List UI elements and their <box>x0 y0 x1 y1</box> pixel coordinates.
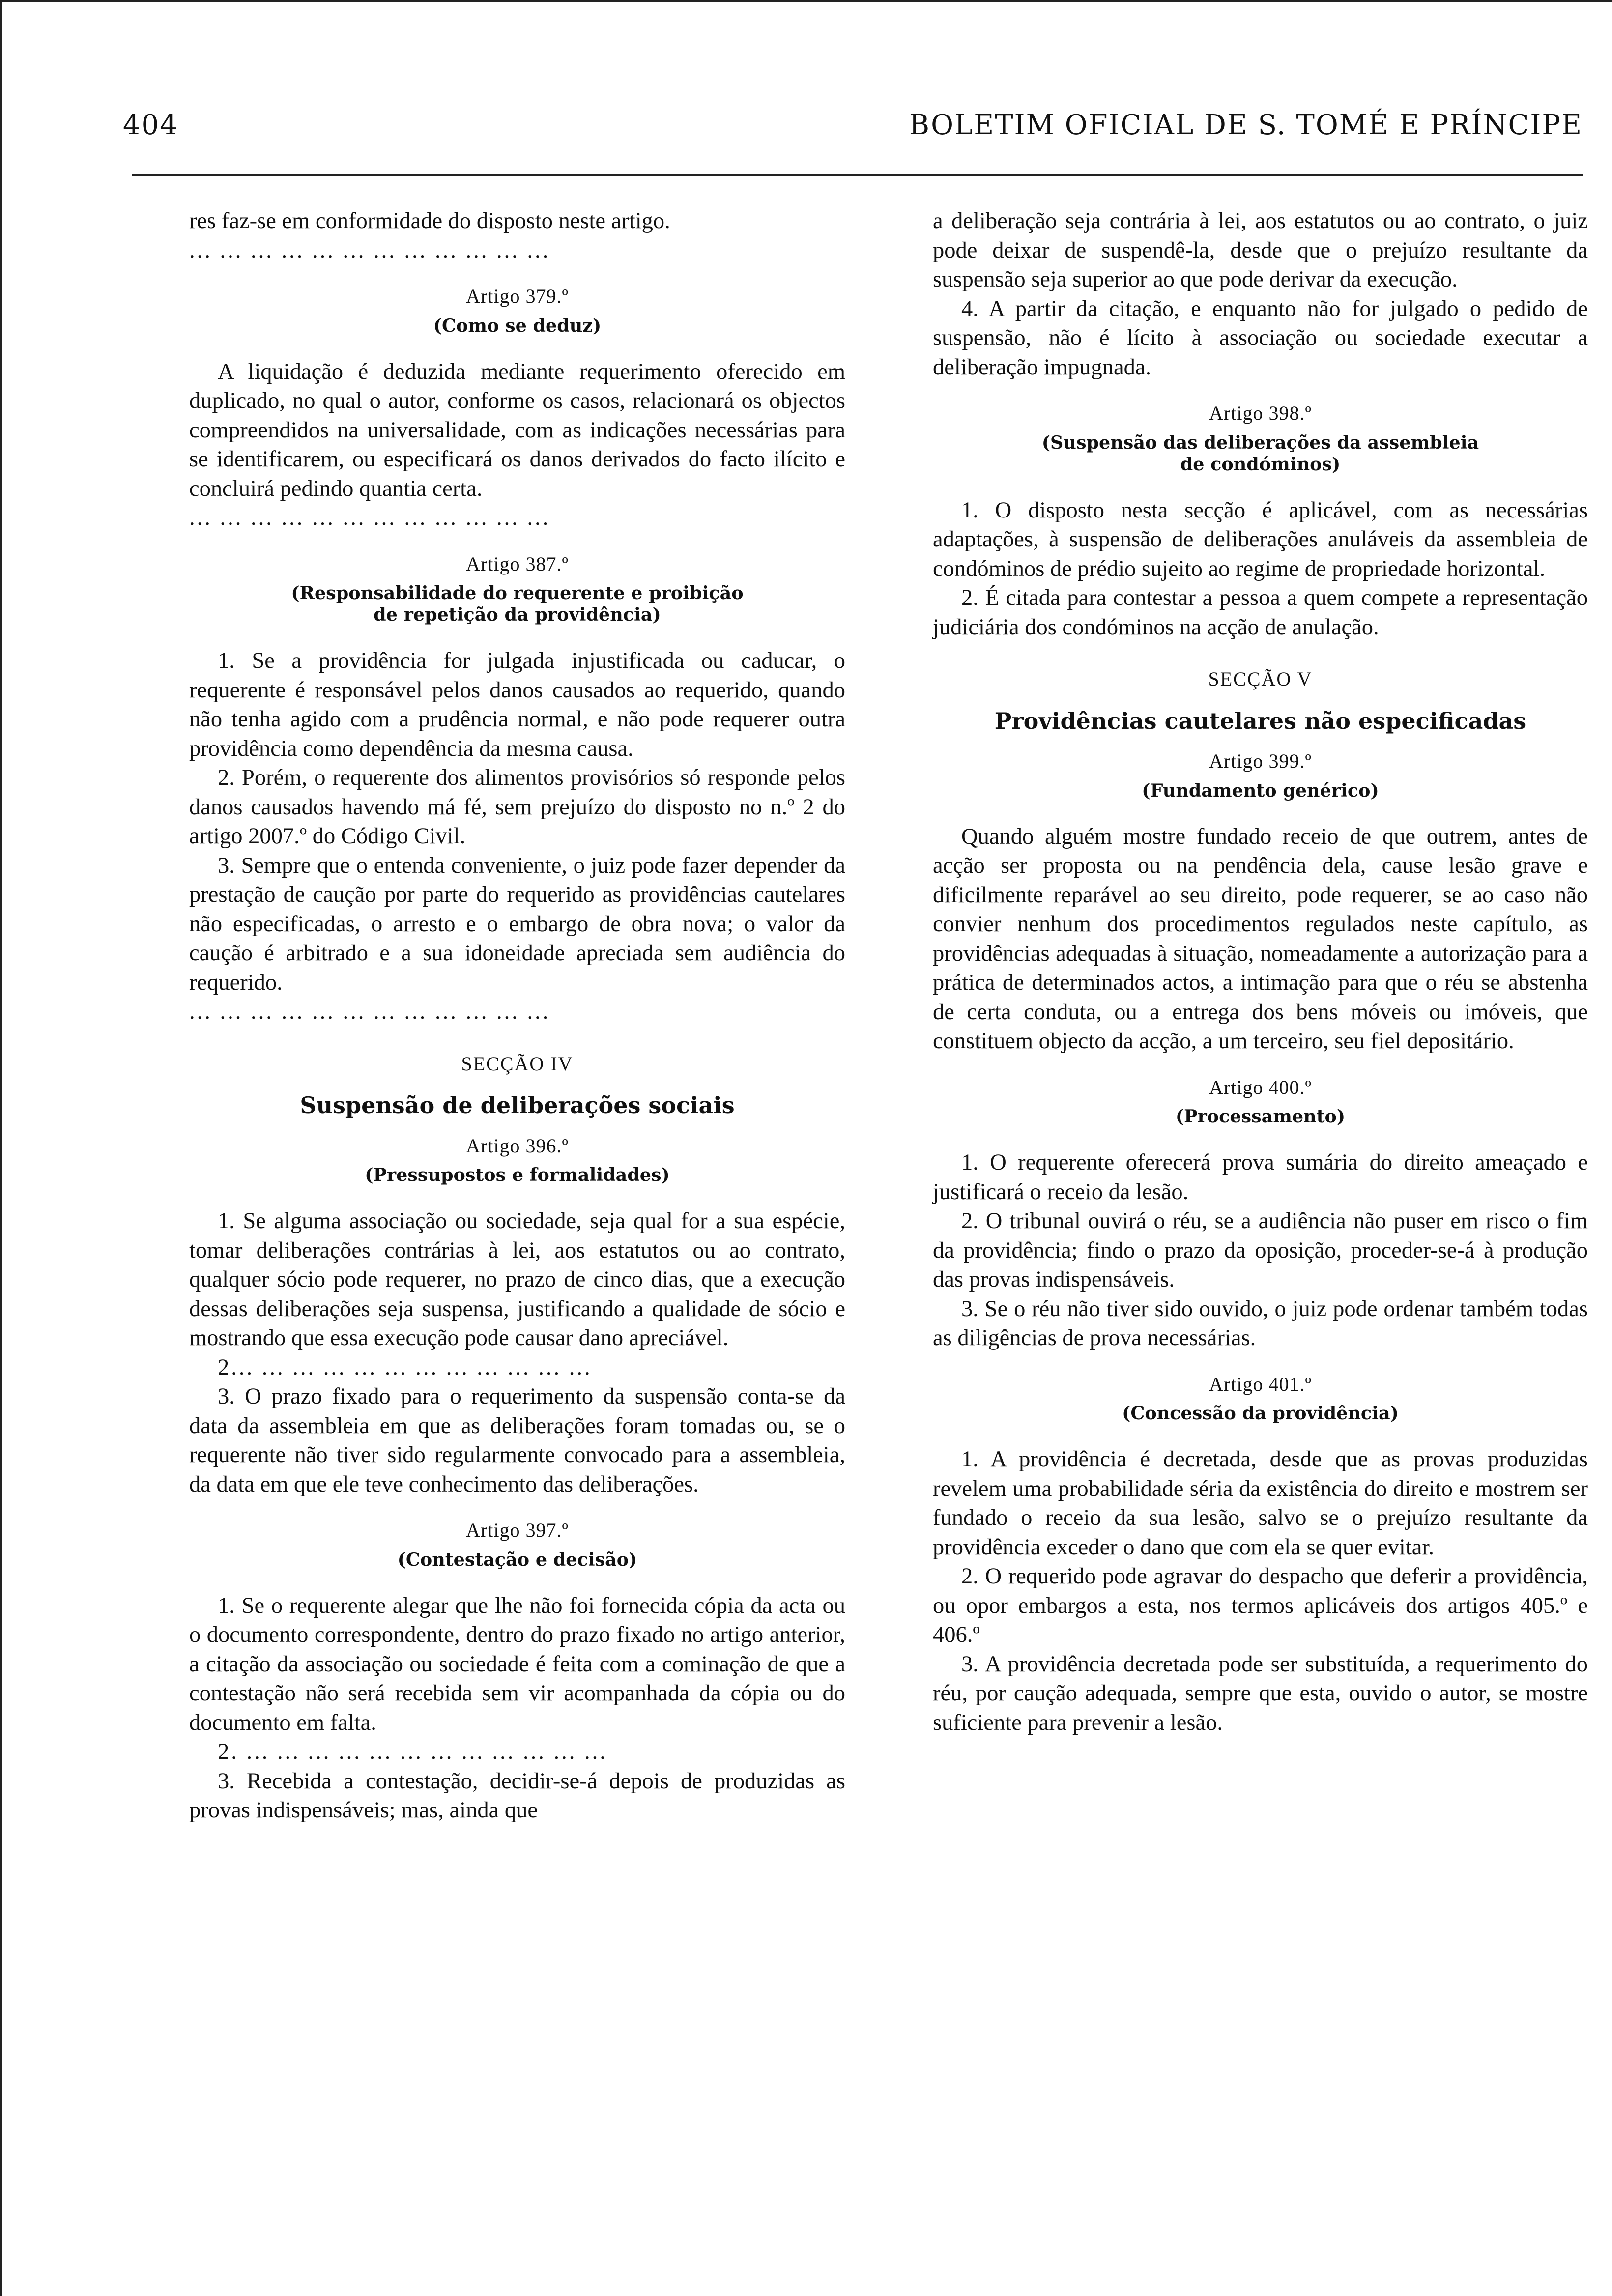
intro-text: res faz-se em conformidade do disposto neste artigo. <box>189 208 670 233</box>
article-subtitle <box>933 432 1588 475</box>
article-paragraph: 2. Porém, o requerente dos alimentos provisórios só responde pelos danos causados havendo má fé, sem prejuízo do disposto no n.º 2 do artigo 2007.º do Código Civil. <box>189 765 845 849</box>
article-paragraph: 1. Se a providência for julgada injustificada ou caducar, o requerente é responsável pelos danos causados ao requerido, quando não tenha agido com a prudência normal, e não pode requerer outra providência como dependência da mesma causa. <box>189 648 845 761</box>
publication-title: BOLETIM OFICIAL DE S. TOMÉ E PRÍNCIPE <box>909 109 1583 141</box>
left-border <box>0 0 2 2296</box>
article-paragraph: A liquidação é deduzida mediante requerimento oferecido em duplicado, no qual o autor, conforme os casos, relacionará os objectos compreendidos na universalidade, com as indicações necessárias para se identificarem, ou especificará os danos derivados do facto ilícito e concluirá pedindo quantia certa. <box>189 359 845 501</box>
ellipsis-line: ... ... ... ... ... ... ... ... ... ... ... ... <box>189 999 550 1024</box>
article-subtitle: (Contestação e decisão) <box>397 1549 637 1570</box>
ellipsis-line: ... ... ... ... ... ... ... ... ... ... ... ... <box>189 237 550 263</box>
article-heading: Artigo 399.º <box>1209 750 1312 772</box>
article-subtitle: (Processamento) <box>1175 1106 1346 1127</box>
article-paragraph: 3. Sempre que o entenda conveniente, o juiz pode fazer depender da prestação de caução por parte do requerido as providências cautelares não especificadas, o arresto e o embargo de obra nova; o valor da caução é arbitrado e a sua idoneidade apreciada sem audiência do requerido. <box>189 853 845 995</box>
subtitle-line: de condóminos) <box>1180 453 1341 475</box>
section-title: Suspensão de deliberações sociais <box>300 1092 735 1119</box>
article-paragraph: 1. Se o requerente alegar que lhe não foi fornecida cópia da acta ou o documento correspondente, dentro do prazo fixado no artigo anterior, a citação da associação ou sociedade é feita com a cominação de que a contestação não será recebida sem vir acompanhada da cópia ou do documento em falta. <box>189 1593 845 1735</box>
article-heading: Artigo 396.º <box>466 1134 569 1157</box>
article-paragraph: 1. Se alguma associação ou sociedade, seja qual for a sua espécie, tomar deliberações contrárias à lei, aos estatutos ou ao contrato, qualquer sócio pode requerer, no prazo de cinco dias, que a execução dessas deliberações seja suspensa, justificando a qualidade de sócio e mostrando que essa execução pode causar dano apreciável. <box>189 1208 845 1350</box>
subtitle-line: (Suspensão das deliberações da assembleia <box>1041 431 1479 453</box>
article-heading: Artigo 379.º <box>466 285 569 307</box>
article-heading: Artigo 400.º <box>1209 1076 1312 1098</box>
article-paragraph: 2. É citada para contestar a pessoa a quem compete a representação judiciária dos condóminos na acção de anulação. <box>933 585 1588 640</box>
article-heading: Artigo 401.º <box>1209 1373 1312 1395</box>
article-subtitle: (Pressupostos e formalidades) <box>365 1164 670 1185</box>
header-rule <box>132 174 1583 176</box>
article-heading: Artigo 397.º <box>466 1519 569 1541</box>
article-paragraph: 2. O tribunal ouvirá o réu, se a audiência não puser em risco o fim da providência; findo o prazo da oposição, proceder-se-á à produção das provas indispensáveis. <box>933 1208 1588 1292</box>
article-heading: Artigo 387.º <box>466 552 569 575</box>
article-subtitle <box>189 582 845 626</box>
article-heading: Artigo 398.º <box>1209 402 1312 424</box>
article-paragraph: 3. Recebida a contestação, decidir-se-á depois de produzidas as provas indispensáveis; mas, ainda que <box>189 1768 845 1823</box>
article-paragraph: 2. ... ... ... ... ... ... ... ... ... ... ... ... <box>218 1739 607 1764</box>
article-paragraph: 2... ... ... ... ... ... ... ... ... ... ... ... <box>218 1354 592 1380</box>
article-subtitle: (Concessão da providência) <box>1122 1403 1399 1424</box>
article-subtitle: (Fundamento genérico) <box>1142 779 1379 801</box>
section-title: Providências cautelares não especificadas <box>994 707 1526 734</box>
continued-paragraph: a deliberação seja contrária à lei, aos estatutos ou ao contrato, o juiz pode deixar de suspendê-la, desde que o prejuízo resultante da suspensão seja superior ao que pode derivar da execução. <box>933 208 1588 292</box>
page-number: 404 <box>123 109 178 141</box>
right-column <box>933 206 1588 1737</box>
article-paragraph: 3. Se o réu não tiver sido ouvido, o juiz pode ordenar também todas as diligências de prova necessárias. <box>933 1296 1588 1350</box>
section-label: SECÇÃO IV <box>461 1052 574 1075</box>
article-paragraph: 3. O prazo fixado para o requerimento da suspensão conta-se da data da assembleia em que as deliberações foram tomadas ou, se o requerente não tiver sido regularmente convocado para a assembleia, da data em que ele teve conhecimento das deliberações. <box>189 1384 845 1497</box>
article-paragraph: 4. A partir da citação, e enquanto não for julgado o pedido de suspensão, não é lícito à associação ou sociedade executar a deliberação impugnada. <box>933 296 1588 380</box>
article-paragraph: 1. O requerente oferecerá prova sumária do direito ameaçado e justificará o receio da lesão. <box>933 1150 1588 1205</box>
subtitle-line: de repetição da providência) <box>374 604 661 625</box>
article-paragraph: 1. O disposto nesta secção é aplicável, com as necessárias adaptações, à suspensão de deliberações anuláveis da assembleia de condóminos de prédio sujeito ao regime de propriedade horizontal. <box>933 497 1588 581</box>
section-label: SECÇÃO V <box>1208 668 1313 690</box>
article-paragraph: Quando alguém mostre fundado receio de que outrem, antes de acção ser proposta ou na pendência dela, cause lesão grave e dificilmente reparável ao seu direito, pode requerer, se ao caso não convier nenhum dos procedimentos regulados neste capítulo, as providências adequadas à situação, nomeadamente a autorização para a prática de determinados actos, a intimação para que o réu se abstenha de certa conduta, ou a entrega dos bens móveis ou imóveis, que constituem objecto da acção, a um terceiro, seu fiel depositário. <box>933 824 1588 1054</box>
article-paragraph: 2. O requerido pode agravar do despacho que deferir a providência, ou opor embargos a esta, nos termos aplicáveis dos artigos 405.º e 406.º <box>933 1564 1588 1647</box>
article-subtitle: (Como se deduz) <box>433 315 602 336</box>
top-border <box>0 0 1612 2</box>
article-paragraph: 3. A providência decretada pode ser substituída, a requerimento do réu, por caução adequada, sempre que esta, ouvido o autor, se mostre suficiente para prevenir a lesão. <box>933 1651 1588 1735</box>
article-paragraph: 1. A providência é decretada, desde que as provas produzidas revelem uma probabilidade séria da existência do direito e mostrem ser fundado o receio da sua lesão, salvo se o prejuízo resultante da providência exceder o dano que com ela se quer evitar. <box>933 1447 1588 1560</box>
left-column <box>189 206 845 1825</box>
subtitle-line: (Responsabilidade do requerente e proibição <box>291 582 744 603</box>
ellipsis-line: ... ... ... ... ... ... ... ... ... ... ... ... <box>189 505 550 530</box>
